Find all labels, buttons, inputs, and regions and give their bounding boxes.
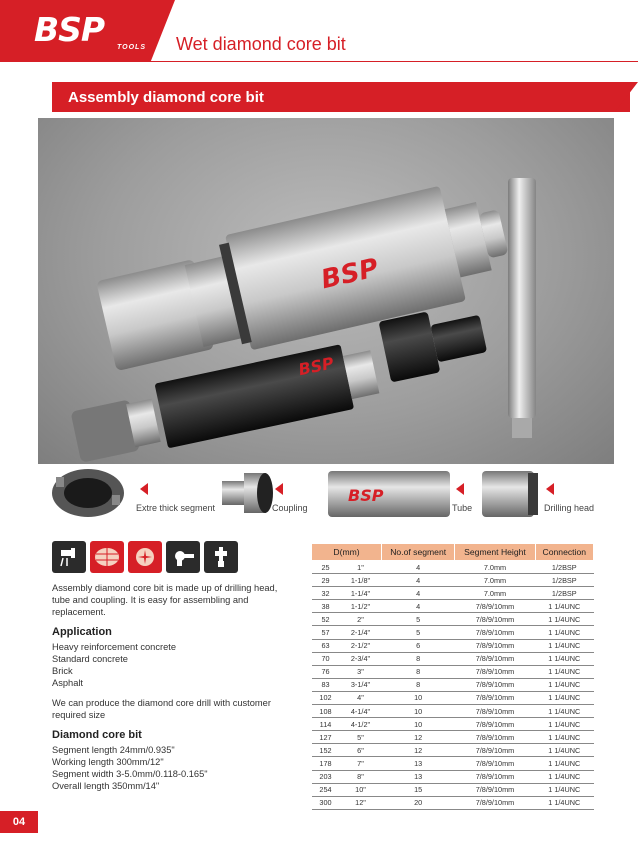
table-cell: 5 <box>382 626 455 639</box>
table-cell: 7/8/9/10mm <box>455 770 535 783</box>
svg-text:BSP: BSP <box>348 486 384 505</box>
pointer-arrow-icon <box>546 483 554 495</box>
table-cell: 7/8/9/10mm <box>455 757 535 770</box>
table-cell: 203 <box>312 770 340 783</box>
table-cell: 4-1/2" <box>340 718 382 731</box>
table-cell: 13 <box>382 757 455 770</box>
table-cell: 1 1/4UNC <box>535 783 593 796</box>
table-cell: 4 <box>382 574 455 587</box>
table-cell: 1/2BSP <box>535 587 593 600</box>
table-cell: 3" <box>340 665 382 678</box>
table-cell: 1 1/4UNC <box>535 600 593 613</box>
table-row <box>312 626 594 639</box>
component-label-segment: Extre thick segment <box>136 503 216 513</box>
table-cell: 7/8/9/10mm <box>455 731 535 744</box>
table-cell: 7/8/9/10mm <box>455 665 535 678</box>
table-cell: 4 <box>382 587 455 600</box>
table-cell: 1 1/4UNC <box>535 744 593 757</box>
table-cell: 2-3/4" <box>340 652 382 665</box>
table-cell: 25 <box>312 561 340 574</box>
brand-logo-sub: TOOLS <box>117 44 146 51</box>
table-cell: 4 <box>382 600 455 613</box>
table-cell: 12" <box>340 796 382 809</box>
table-cell: 7.0mm <box>455 574 535 587</box>
column-header-height: Segment Height <box>455 544 535 561</box>
table-cell: 6" <box>340 744 382 757</box>
core-bit-illustration <box>38 118 614 464</box>
table-row <box>312 587 594 600</box>
page-number: 04 <box>0 811 38 833</box>
table-cell: 254 <box>312 783 340 796</box>
component-label-coupling: Coupling <box>272 503 308 513</box>
component-label-head: Drilling head <box>544 503 595 513</box>
table-cell: 1-1/8" <box>340 574 382 587</box>
component-strip <box>38 467 614 521</box>
table-cell: 5 <box>382 613 455 626</box>
table-row <box>312 665 594 678</box>
table-cell: 57 <box>312 626 340 639</box>
table-cell: 102 <box>312 691 340 704</box>
table-cell: 1 1/4UNC <box>535 639 593 652</box>
spec-item: Segment width 3-5.0mm/0.118-0.165" <box>52 769 208 779</box>
drilling-head-image <box>482 471 538 517</box>
table-row <box>312 652 594 665</box>
table-cell: 1 1/4UNC <box>535 665 593 678</box>
table-row <box>312 639 594 652</box>
table-cell: 1" <box>340 561 382 574</box>
table-row <box>312 731 594 744</box>
table-cell: 13 <box>382 770 455 783</box>
pointer-arrow-icon <box>275 483 283 495</box>
pointer-arrow-icon <box>456 483 464 495</box>
table-cell: 1 1/4UNC <box>535 678 593 691</box>
table-cell: 1 1/4UNC <box>535 613 593 626</box>
pointer-arrow-icon <box>140 483 148 495</box>
component-images <box>38 467 614 521</box>
table-cell: 10 <box>382 705 455 718</box>
table-cell: 1 1/4UNC <box>535 705 593 718</box>
table-cell: 70 <box>312 652 340 665</box>
table-row <box>312 561 594 574</box>
table-cell: 4-1/4" <box>340 705 382 718</box>
coupling-image <box>222 473 273 513</box>
spec-table <box>311 543 594 810</box>
table-row <box>312 770 594 783</box>
table-cell: 10 <box>382 691 455 704</box>
application-heading: Application <box>52 626 112 638</box>
table-cell: 7/8/9/10mm <box>455 626 535 639</box>
table-cell: 7/8/9/10mm <box>455 744 535 757</box>
table-cell: 5" <box>340 731 382 744</box>
table-cell: 1 1/4UNC <box>535 718 593 731</box>
table-header-row <box>312 544 594 561</box>
table-cell: 7/8/9/10mm <box>455 652 535 665</box>
table-cell: 1 1/4UNC <box>535 691 593 704</box>
table-cell: 6 <box>382 639 455 652</box>
table-cell: 127 <box>312 731 340 744</box>
table-cell: 83 <box>312 678 340 691</box>
application-item: Heavy reinforcement concrete <box>52 642 177 652</box>
page-header <box>0 0 638 62</box>
table-cell: 7/8/9/10mm <box>455 691 535 704</box>
table-cell: 76 <box>312 665 340 678</box>
header-divider <box>0 61 638 62</box>
table-cell: 15 <box>382 783 455 796</box>
svg-text:BSP: BSP <box>296 353 336 380</box>
table-cell: 10" <box>340 783 382 796</box>
description-block <box>52 582 292 792</box>
table-cell: 1 1/4UNC <box>535 626 593 639</box>
application-item: Brick <box>52 666 73 676</box>
hand-drill-icon <box>204 541 238 573</box>
table-cell: 63 <box>312 639 340 652</box>
table-row <box>312 757 594 770</box>
table-cell: 7/8/9/10mm <box>455 678 535 691</box>
column-header-segments: No.of segment <box>382 544 455 561</box>
table-cell: 32 <box>312 587 340 600</box>
table-cell: 1-1/4" <box>340 587 382 600</box>
intro-text: Assembly diamond core bit is made up of drilling head, tube and coupling. It is easy for assembling and replacement. <box>52 583 278 617</box>
table-row <box>312 783 594 796</box>
table-cell: 1 1/4UNC <box>535 796 593 809</box>
section-title: Assembly diamond core bit <box>68 89 264 106</box>
brand-logo: BSP <box>34 10 105 49</box>
table-cell: 12 <box>382 744 455 757</box>
table-cell: 2-1/4" <box>340 626 382 639</box>
table-cell: 8 <box>382 652 455 665</box>
table-cell: 152 <box>312 744 340 757</box>
table-cell: 1 1/4UNC <box>535 731 593 744</box>
table-cell: 7" <box>340 757 382 770</box>
table-cell: 7/8/9/10mm <box>455 718 535 731</box>
table-cell: 12 <box>382 731 455 744</box>
table-cell: 7/8/9/10mm <box>455 705 535 718</box>
wet-drilling-icon <box>52 541 86 573</box>
table-cell: 20 <box>382 796 455 809</box>
table-cell: 8 <box>382 678 455 691</box>
table-body <box>312 561 594 810</box>
column-header-connection: Connection <box>535 544 593 561</box>
table-cell: 2" <box>340 613 382 626</box>
table-cell: 1-1/2" <box>340 600 382 613</box>
application-item: Standard concrete <box>52 654 128 664</box>
spec-item: Working length 300mm/12" <box>52 757 164 767</box>
spec-item: Segment length 24mm/0.935" <box>52 745 175 755</box>
table-row <box>312 718 594 731</box>
table-cell: 1/2BSP <box>535 574 593 587</box>
table-cell: 7/8/9/10mm <box>455 613 535 626</box>
sparks-icon <box>128 541 162 573</box>
table-row <box>312 691 594 704</box>
table-cell: 8" <box>340 770 382 783</box>
table-cell: 4 <box>382 561 455 574</box>
table-cell: 7/8/9/10mm <box>455 639 535 652</box>
table-cell: 108 <box>312 705 340 718</box>
table-cell: 178 <box>312 757 340 770</box>
table-cell: 1 1/4UNC <box>535 652 593 665</box>
table-cell: 8 <box>382 665 455 678</box>
table-row <box>312 613 594 626</box>
component-label-tube: Tube <box>452 503 473 513</box>
table-cell: 1/2BSP <box>535 561 593 574</box>
table-cell: 300 <box>312 796 340 809</box>
table-row <box>312 796 594 809</box>
brick-icon <box>90 541 124 573</box>
table-row <box>312 574 594 587</box>
product-photo <box>38 118 614 464</box>
application-icons <box>52 541 262 575</box>
table-cell: 7/8/9/10mm <box>455 783 535 796</box>
table-cell: 1 1/4UNC <box>535 757 593 770</box>
table-row <box>312 678 594 691</box>
table-cell: 10 <box>382 718 455 731</box>
table-cell: 1 1/4UNC <box>535 770 593 783</box>
page-title: Wet diamond core bit <box>176 34 346 54</box>
table-cell: 4" <box>340 691 382 704</box>
table-cell: 7/8/9/10mm <box>455 796 535 809</box>
table-row <box>312 705 594 718</box>
table-cell: 38 <box>312 600 340 613</box>
table-cell: 2-1/2" <box>340 639 382 652</box>
table-cell: 3-1/4" <box>340 678 382 691</box>
table-cell: 29 <box>312 574 340 587</box>
application-item: Asphalt <box>52 678 84 688</box>
table-cell: 7/8/9/10mm <box>455 600 535 613</box>
tube-image <box>328 471 450 517</box>
spec-heading: Diamond core bit <box>52 729 142 741</box>
segment-ring-image <box>52 469 124 517</box>
vertical-tube <box>508 178 536 418</box>
table-row <box>312 600 594 613</box>
table-cell: 7.0mm <box>455 561 535 574</box>
drill-machine-icon <box>166 541 200 573</box>
table-cell: 52 <box>312 613 340 626</box>
table-cell: 7.0mm <box>455 587 535 600</box>
table-row <box>312 744 594 757</box>
svg-text:BSP: BSP <box>318 253 382 296</box>
table-cell: 114 <box>312 718 340 731</box>
column-header-diameter: D(mm) <box>312 544 382 561</box>
custom-note: We can produce the diamond core drill with customer required size <box>52 698 271 720</box>
spec-item: Overall length 350mm/14" <box>52 781 160 791</box>
